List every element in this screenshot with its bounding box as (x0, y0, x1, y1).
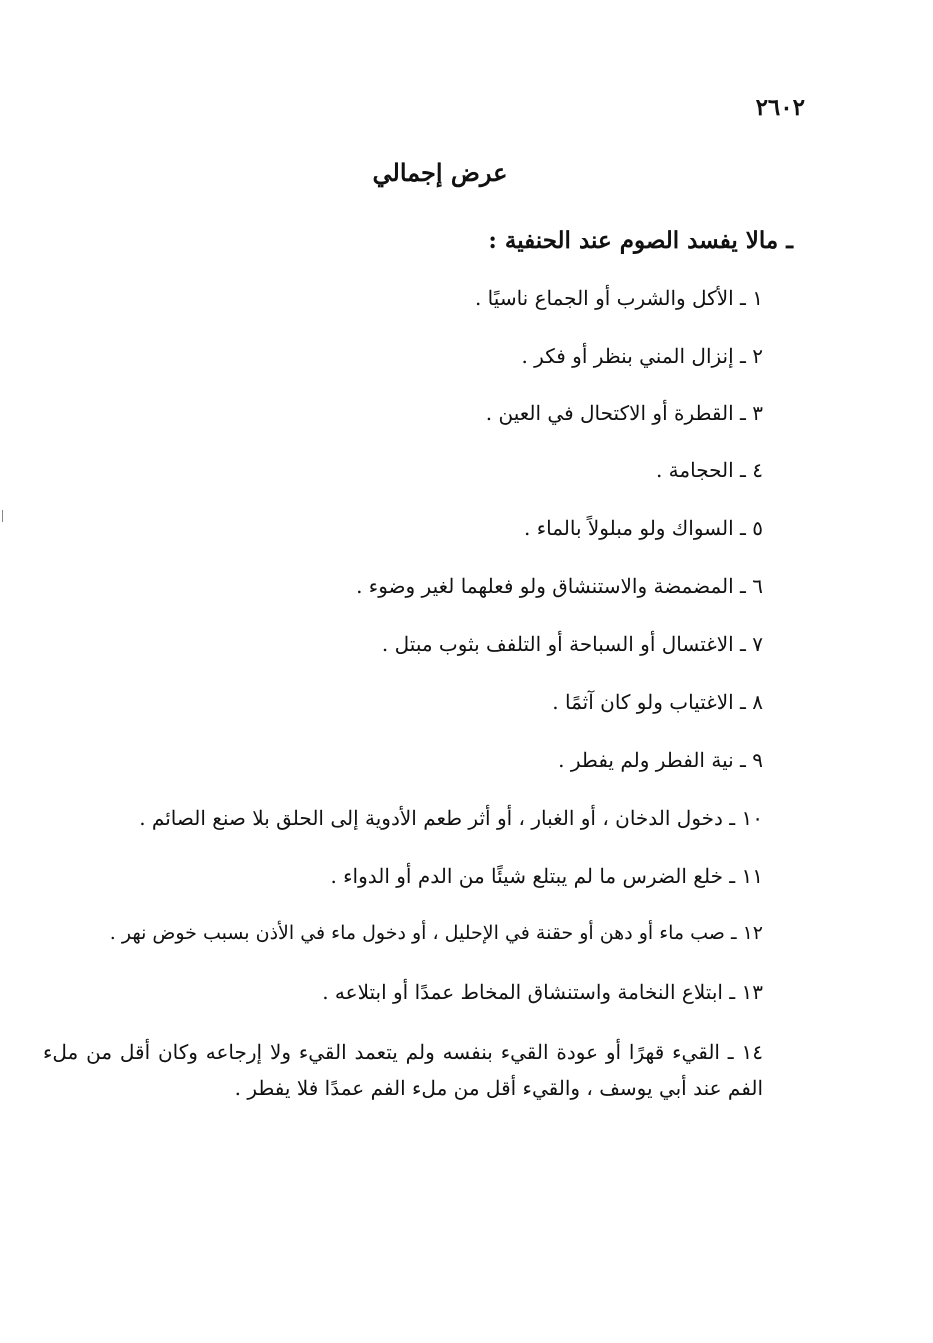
list-item-5 (524, 516, 763, 540)
item-text: ـ الاغتياب ولو كان آثمًا . (552, 690, 746, 714)
item-number: ١٢ (742, 922, 763, 944)
list-item-7 (382, 632, 763, 656)
item-text: ـ نية الفطر ولم يفطر . (558, 748, 746, 772)
item-text: ـ خلع الضرس ما لم يبتلع شيئًا من الدم أو الدواء . (330, 864, 736, 888)
list-item-4 (656, 458, 763, 482)
list-item-11 (330, 864, 763, 888)
item-number: ٦ (752, 574, 763, 598)
item-text: ـ الاغتسال أو السباحة أو التلفف بثوب مبتل . (381, 632, 746, 656)
list-item-12 (110, 922, 763, 944)
page-number: ٢٦٠٢ (755, 94, 805, 121)
item-number: ١٣ (741, 980, 763, 1004)
item-text: ـ الأكل والشرب أو الجماع ناسيًا . (474, 286, 746, 310)
list-item-9 (558, 748, 763, 772)
page-title: عرض إجمالي (372, 158, 508, 187)
section-heading: ـ مالا يفسد الصوم عند الحنفية : (488, 227, 793, 254)
list-item-2 (521, 344, 763, 368)
item-text: ـ القطرة أو الاكتحال في العين . (485, 401, 746, 425)
item-number: ٩ (752, 748, 763, 772)
item-number: ٥ (752, 516, 763, 540)
item-number: ٤ (752, 458, 763, 482)
item-text: ـ ابتلاع النخامة واستنشاق المخاط عمدًا أو ابتلاعه . (322, 980, 736, 1004)
item-number: ٣ (752, 401, 763, 425)
item-number: ٧ (752, 632, 763, 656)
item-text: ـ المضمضة والاستنشاق ولو فعلهما لغير وضوء . (356, 574, 746, 598)
item-text: ـ القيء قهرًا أو عودة القيء بنفسه ولم يتعمد القيء ولا إرجاعه وكان أقل من ملء الفم عند أبي يوسف ، والقيء أقل من ملء الفم عمدًا فلا يفطر . (43, 1040, 763, 1100)
scan-edge-mark (2, 510, 3, 522)
item-number: ١ (752, 286, 763, 310)
list-item-3 (486, 401, 763, 425)
item-number: ٢ (752, 344, 763, 368)
item-text: ـ إنزال المني بنظر أو فكر . (521, 344, 746, 368)
list-item-10 (139, 806, 763, 830)
list-item-1 (475, 286, 763, 310)
item-number: ١٠ (741, 806, 763, 830)
item-number: ٨ (752, 690, 763, 714)
list-item-14 (43, 1034, 763, 1106)
item-text: ـ صب ماء أو دهن أو حقنة في الإحليل ، أو دخول ماء في الأذن بسبب خوض نهر . (109, 922, 737, 944)
item-text: ـ السواك ولو مبلولاً بالماء . (524, 516, 746, 540)
list-item-8 (552, 690, 763, 714)
list-item-6 (356, 574, 763, 598)
item-text: ـ دخول الدخان ، أو الغبار ، أو أثر طعم الأدوية إلى الحلق بلا صنع الصائم . (139, 806, 736, 830)
item-text: ـ الحجامة . (655, 458, 746, 482)
item-number: ١٤ (741, 1040, 763, 1064)
item-number: ١١ (741, 864, 763, 888)
list-item-13 (322, 980, 763, 1004)
